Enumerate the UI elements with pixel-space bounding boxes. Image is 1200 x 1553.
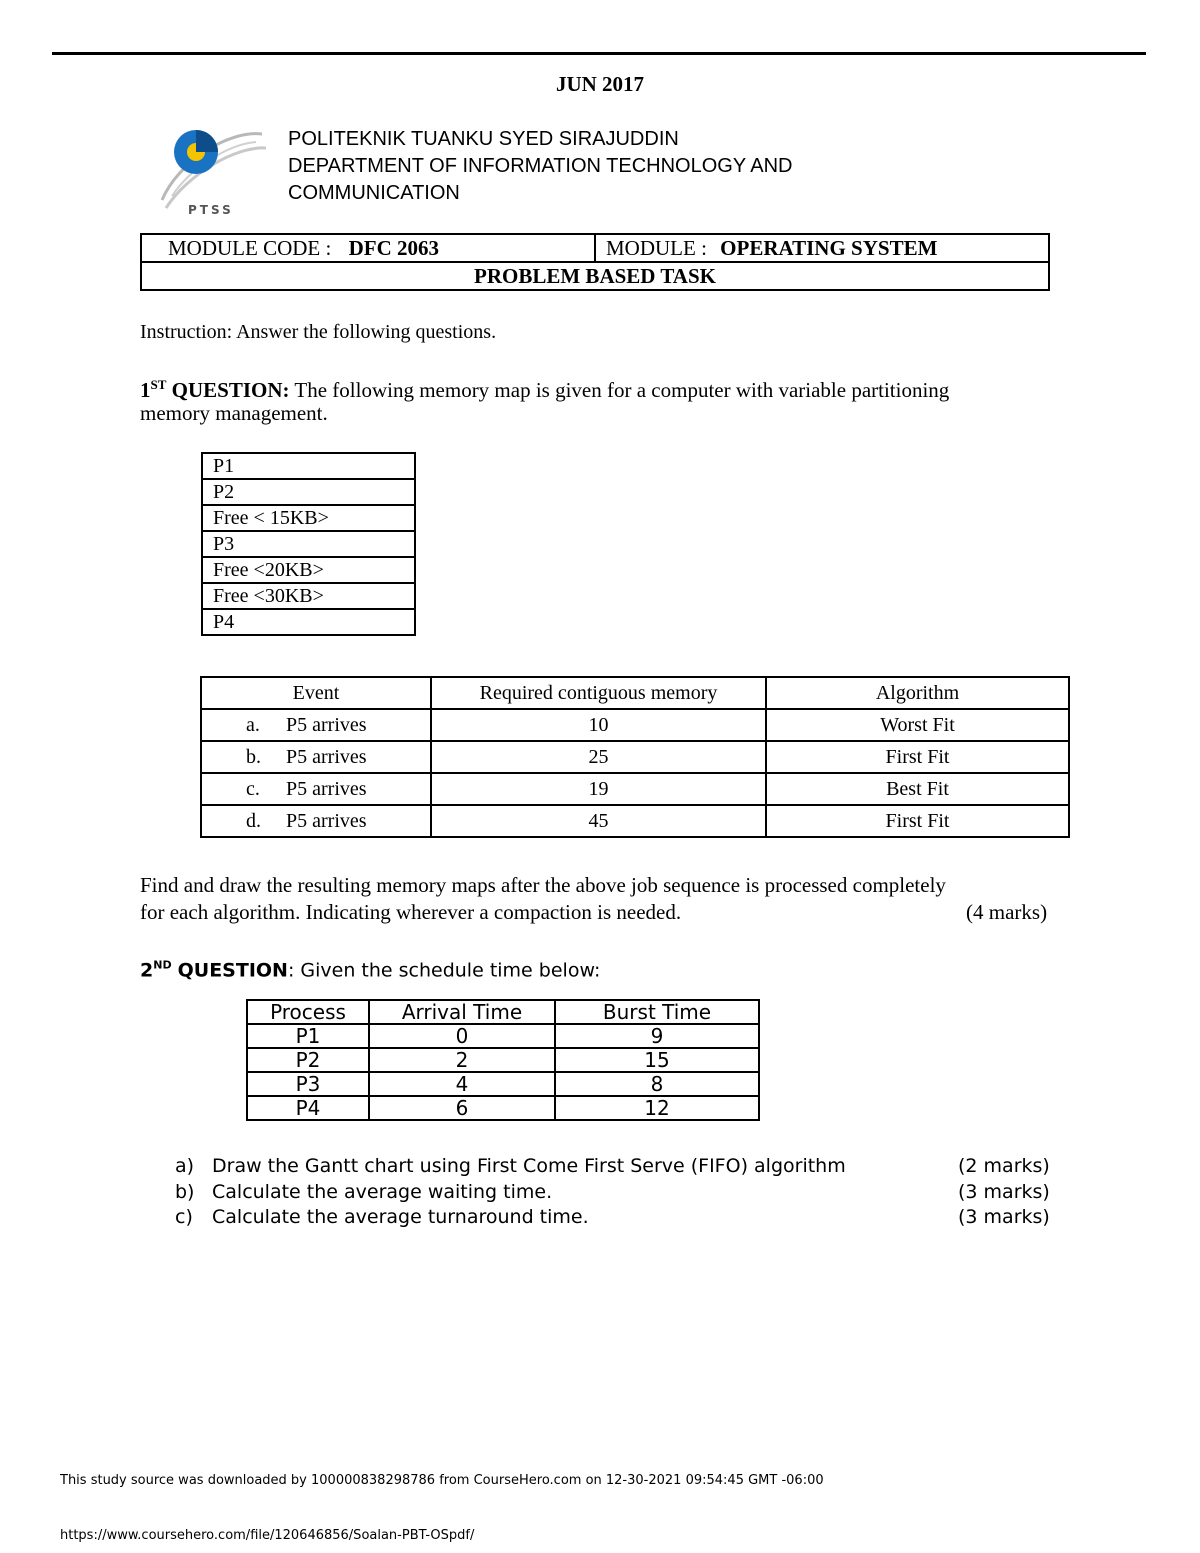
event-header: Event: [201, 677, 431, 709]
memory-cell: 25: [431, 741, 766, 773]
task-type: PROBLEM BASED TASK: [141, 262, 1049, 290]
arrival-cell: 2: [369, 1048, 555, 1072]
item-letter: b): [175, 1181, 195, 1203]
arrival-cell: 0: [369, 1024, 555, 1048]
item-letter: c): [175, 1206, 193, 1228]
module-code-label: MODULE CODE :: [168, 236, 332, 260]
table-row: [247, 1096, 759, 1120]
q2-item: [175, 1180, 552, 1205]
module-info-table: [140, 233, 1050, 291]
q1-task-line2: for each algorithm. Indicating wherever a compaction is needed.: [140, 900, 682, 924]
institution-line: COMMUNICATION: [288, 182, 460, 204]
schedule-table: [246, 999, 760, 1121]
table-row: [247, 1072, 759, 1096]
burst-cell: 12: [555, 1096, 759, 1120]
event-cell: P5 arrives: [286, 778, 367, 800]
q2-number: 2: [140, 959, 154, 982]
memory-block: Free < 15KB>: [202, 505, 415, 531]
item-text: Calculate the average waiting time.: [212, 1181, 553, 1203]
memory-cell: 19: [431, 773, 766, 805]
q1-text: The following memory map is given for a computer with variable partitioning: [294, 378, 950, 402]
svg-text:PTSS: PTSS: [188, 203, 234, 217]
burst-cell: 9: [555, 1024, 759, 1048]
memory-header: Required contiguous memory: [431, 677, 766, 709]
institution-line: DEPARTMENT OF INFORMATION TECHNOLOGY AND: [288, 155, 793, 177]
arrival-cell: 4: [369, 1072, 555, 1096]
process-cell: P2: [247, 1048, 369, 1072]
arrival-cell: 6: [369, 1096, 555, 1120]
module-code-value: DFC 2063: [348, 236, 439, 260]
download-notice: This study source was downloaded by 100000838298786 from CourseHero.com on 12-30-2021 09:54:45 GMT -06:00: [60, 1473, 824, 1488]
process-cell: P3: [247, 1072, 369, 1096]
arrival-header: Arrival Time: [369, 1000, 555, 1024]
ptss-logo: [158, 122, 268, 218]
q2-ordinal: ND: [153, 959, 172, 972]
memory-block: Free <20KB>: [202, 557, 415, 583]
q2-label: QUESTION: [177, 959, 288, 982]
item-marks: (3 marks): [958, 1181, 1050, 1203]
item-text: Draw the Gantt chart using First Come First Serve (FIFO) algorithm: [212, 1155, 846, 1177]
memory-block: P1: [202, 453, 415, 479]
table-row: [201, 709, 1069, 741]
item-letter: a): [175, 1155, 195, 1177]
institution-name: [288, 126, 793, 207]
item-text: Calculate the average turnaround time.: [212, 1206, 589, 1228]
q1-ordinal: ST: [150, 377, 167, 392]
memory-block: P3: [202, 531, 415, 557]
table-row: [201, 805, 1069, 837]
burst-cell: 15: [555, 1048, 759, 1072]
memory-cell: 45: [431, 805, 766, 837]
q2-item: [175, 1154, 846, 1179]
table-row: [247, 1048, 759, 1072]
item-marks: (3 marks): [958, 1206, 1050, 1228]
q2-item: [175, 1205, 589, 1230]
table-row: [201, 773, 1069, 805]
algorithm-cell: Best Fit: [766, 773, 1069, 805]
process-header: Process: [247, 1000, 369, 1024]
q1-intro: [140, 372, 949, 403]
row-letter: a.: [246, 714, 260, 736]
q2-intro: [140, 953, 600, 983]
institution-line: POLITEKNIK TUANKU SYED SIRAJUDDIN: [288, 128, 679, 150]
memory-block: P4: [202, 609, 415, 635]
exam-session-title: JUN 2017: [555, 72, 645, 96]
q1-task-line1: Find and draw the resulting memory maps after the above job sequence is processed completely: [140, 873, 946, 897]
event-cell: P5 arrives: [286, 746, 367, 768]
burst-header: Burst Time: [555, 1000, 759, 1024]
event-cell: P5 arrives: [286, 810, 367, 832]
row-letter: d.: [246, 810, 261, 832]
memory-map-table: [201, 452, 416, 636]
row-letter: b.: [246, 746, 261, 768]
q1-marks: (4 marks): [966, 900, 1048, 924]
event-table: [200, 676, 1070, 838]
q1-label: QUESTION:: [171, 378, 290, 402]
memory-block: Free <30KB>: [202, 583, 415, 609]
row-letter: c.: [246, 778, 260, 800]
q1-text-line2: memory management.: [140, 401, 328, 425]
table-row: [201, 741, 1069, 773]
top-rule: [52, 52, 1146, 55]
source-url-link[interactable]: https://www.coursehero.com/file/120646856/Soalan-PBT-OSpdf/: [60, 1528, 475, 1543]
process-cell: P1: [247, 1024, 369, 1048]
table-row: [247, 1024, 759, 1048]
algorithm-cell: First Fit: [766, 805, 1069, 837]
instruction-text: Instruction: Answer the following questions.: [140, 321, 497, 343]
event-cell: P5 arrives: [286, 714, 367, 736]
q2-text: : Given the schedule time below:: [287, 959, 601, 982]
memory-block: P2: [202, 479, 415, 505]
module-code-cell: [141, 234, 595, 262]
algorithm-cell: Worst Fit: [766, 709, 1069, 741]
memory-cell: 10: [431, 709, 766, 741]
module-name-cell: [595, 234, 1049, 262]
item-marks: (2 marks): [958, 1155, 1050, 1177]
module-name-label: MODULE :: [606, 236, 707, 260]
burst-cell: 8: [555, 1072, 759, 1096]
algorithm-header: Algorithm: [766, 677, 1069, 709]
process-cell: P4: [247, 1096, 369, 1120]
algorithm-cell: First Fit: [766, 741, 1069, 773]
q1-number: 1: [140, 378, 151, 402]
module-name-value: OPERATING SYSTEM: [720, 236, 938, 260]
